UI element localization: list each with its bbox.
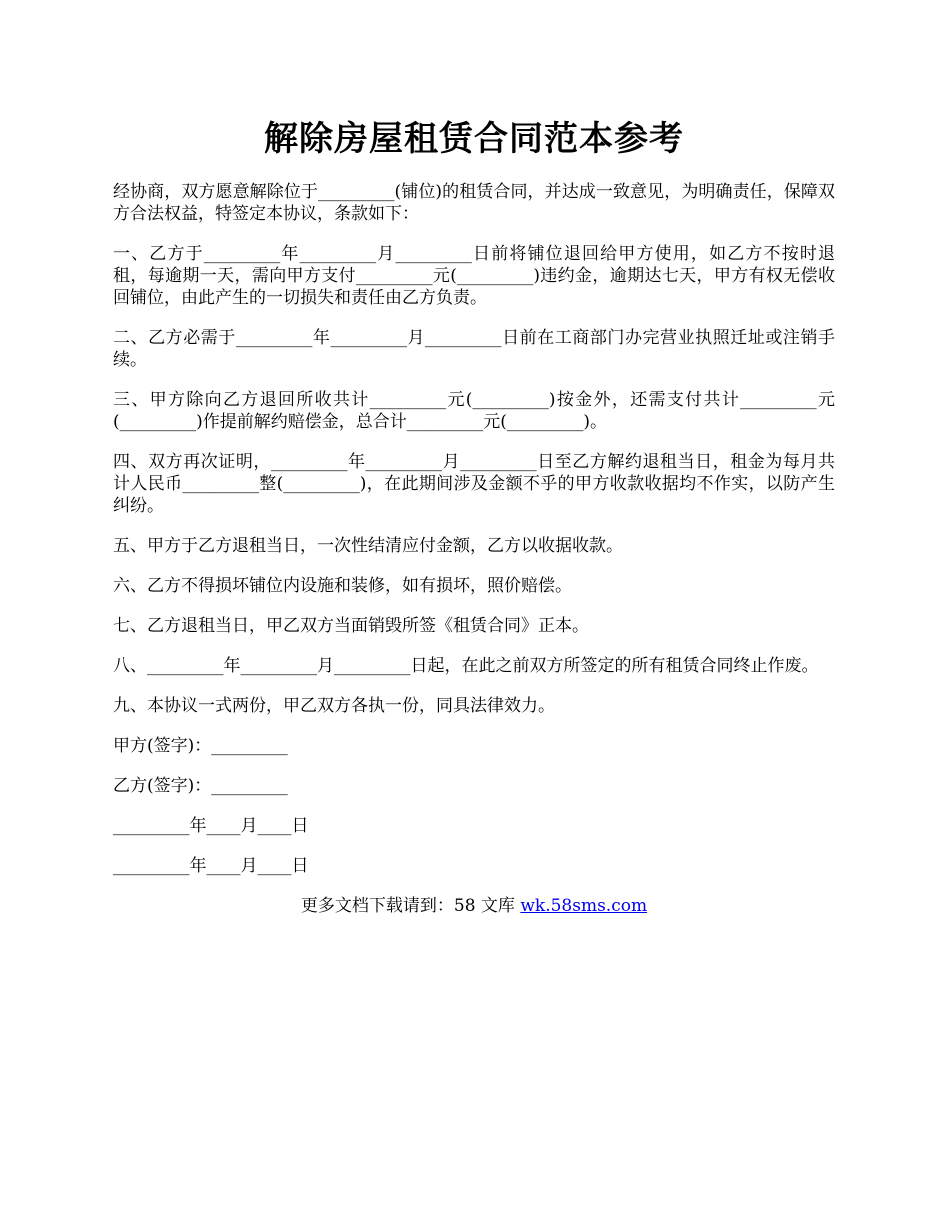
intro-paragraph: 经协商，双方愿意解除位于_________(铺位)的租赁合同，并达成一致意见，为明确责任，保障双方合法权益，特签定本协议，条款如下： xyxy=(113,182,835,224)
footer xyxy=(113,895,835,917)
clause-2: 二、乙方必需于_________年_________月_________日前在工商部门办完营业执照迁址或注销手续。 xyxy=(113,328,835,370)
document-page xyxy=(113,0,835,917)
footer-text: 更多文档下载请到：58 文库 xyxy=(300,896,521,916)
date-line-2: _________年____月____日 xyxy=(113,856,309,876)
clause-6: 六、乙方不得损坏铺位内设施和装修，如有损坏，照价赔偿。 xyxy=(113,576,572,596)
clause-7: 七、乙方退租当日，甲乙双方当面销毁所签《租赁合同》正本。 xyxy=(113,616,589,636)
clause-4: 四、双方再次证明，_________年_________月_________日至乙方解约退租当日，租金为每月共计人民币_________整(_________)，在此期间涉及金额不乎的甲方收款收据均不作实，以防产生纠纷。 xyxy=(113,452,835,516)
clause-9: 九、本协议一式两份，甲乙双方各执一份，同具法律效力。 xyxy=(113,696,555,716)
document-title: 解除房屋租赁合同范本参考 xyxy=(264,119,684,159)
footer-link[interactable]: wk.58sms.com xyxy=(520,896,648,916)
clause-5: 五、甲方于乙方退租当日，一次性结清应付金额，乙方以收据收款。 xyxy=(113,536,623,556)
party-b-signature: 乙方(签字)：_________ xyxy=(113,776,288,796)
clause-8: 八、_________年_________月_________日起，在此之前双方所签定的所有租赁合同终止作废。 xyxy=(113,656,819,676)
party-a-signature: 甲方(签字)：_________ xyxy=(113,736,288,756)
clause-3: 三、甲方除向乙方退回所收共计_________元(_________)按金外，还需支付共计_________元(_________)作提前解约赔偿金，总合计_________元(_________)。 xyxy=(113,390,835,432)
clause-1: 一、乙方于_________年_________月_________日前将铺位退回给甲方使用，如乙方不按时退租，每逾期一天，需向甲方支付_________元(_________)违约金，逾期达七天，甲方有权无偿收回铺位，由此产生的一切损失和责任由乙方负责。 xyxy=(113,244,835,308)
date-line-1: _________年____月____日 xyxy=(113,816,309,836)
